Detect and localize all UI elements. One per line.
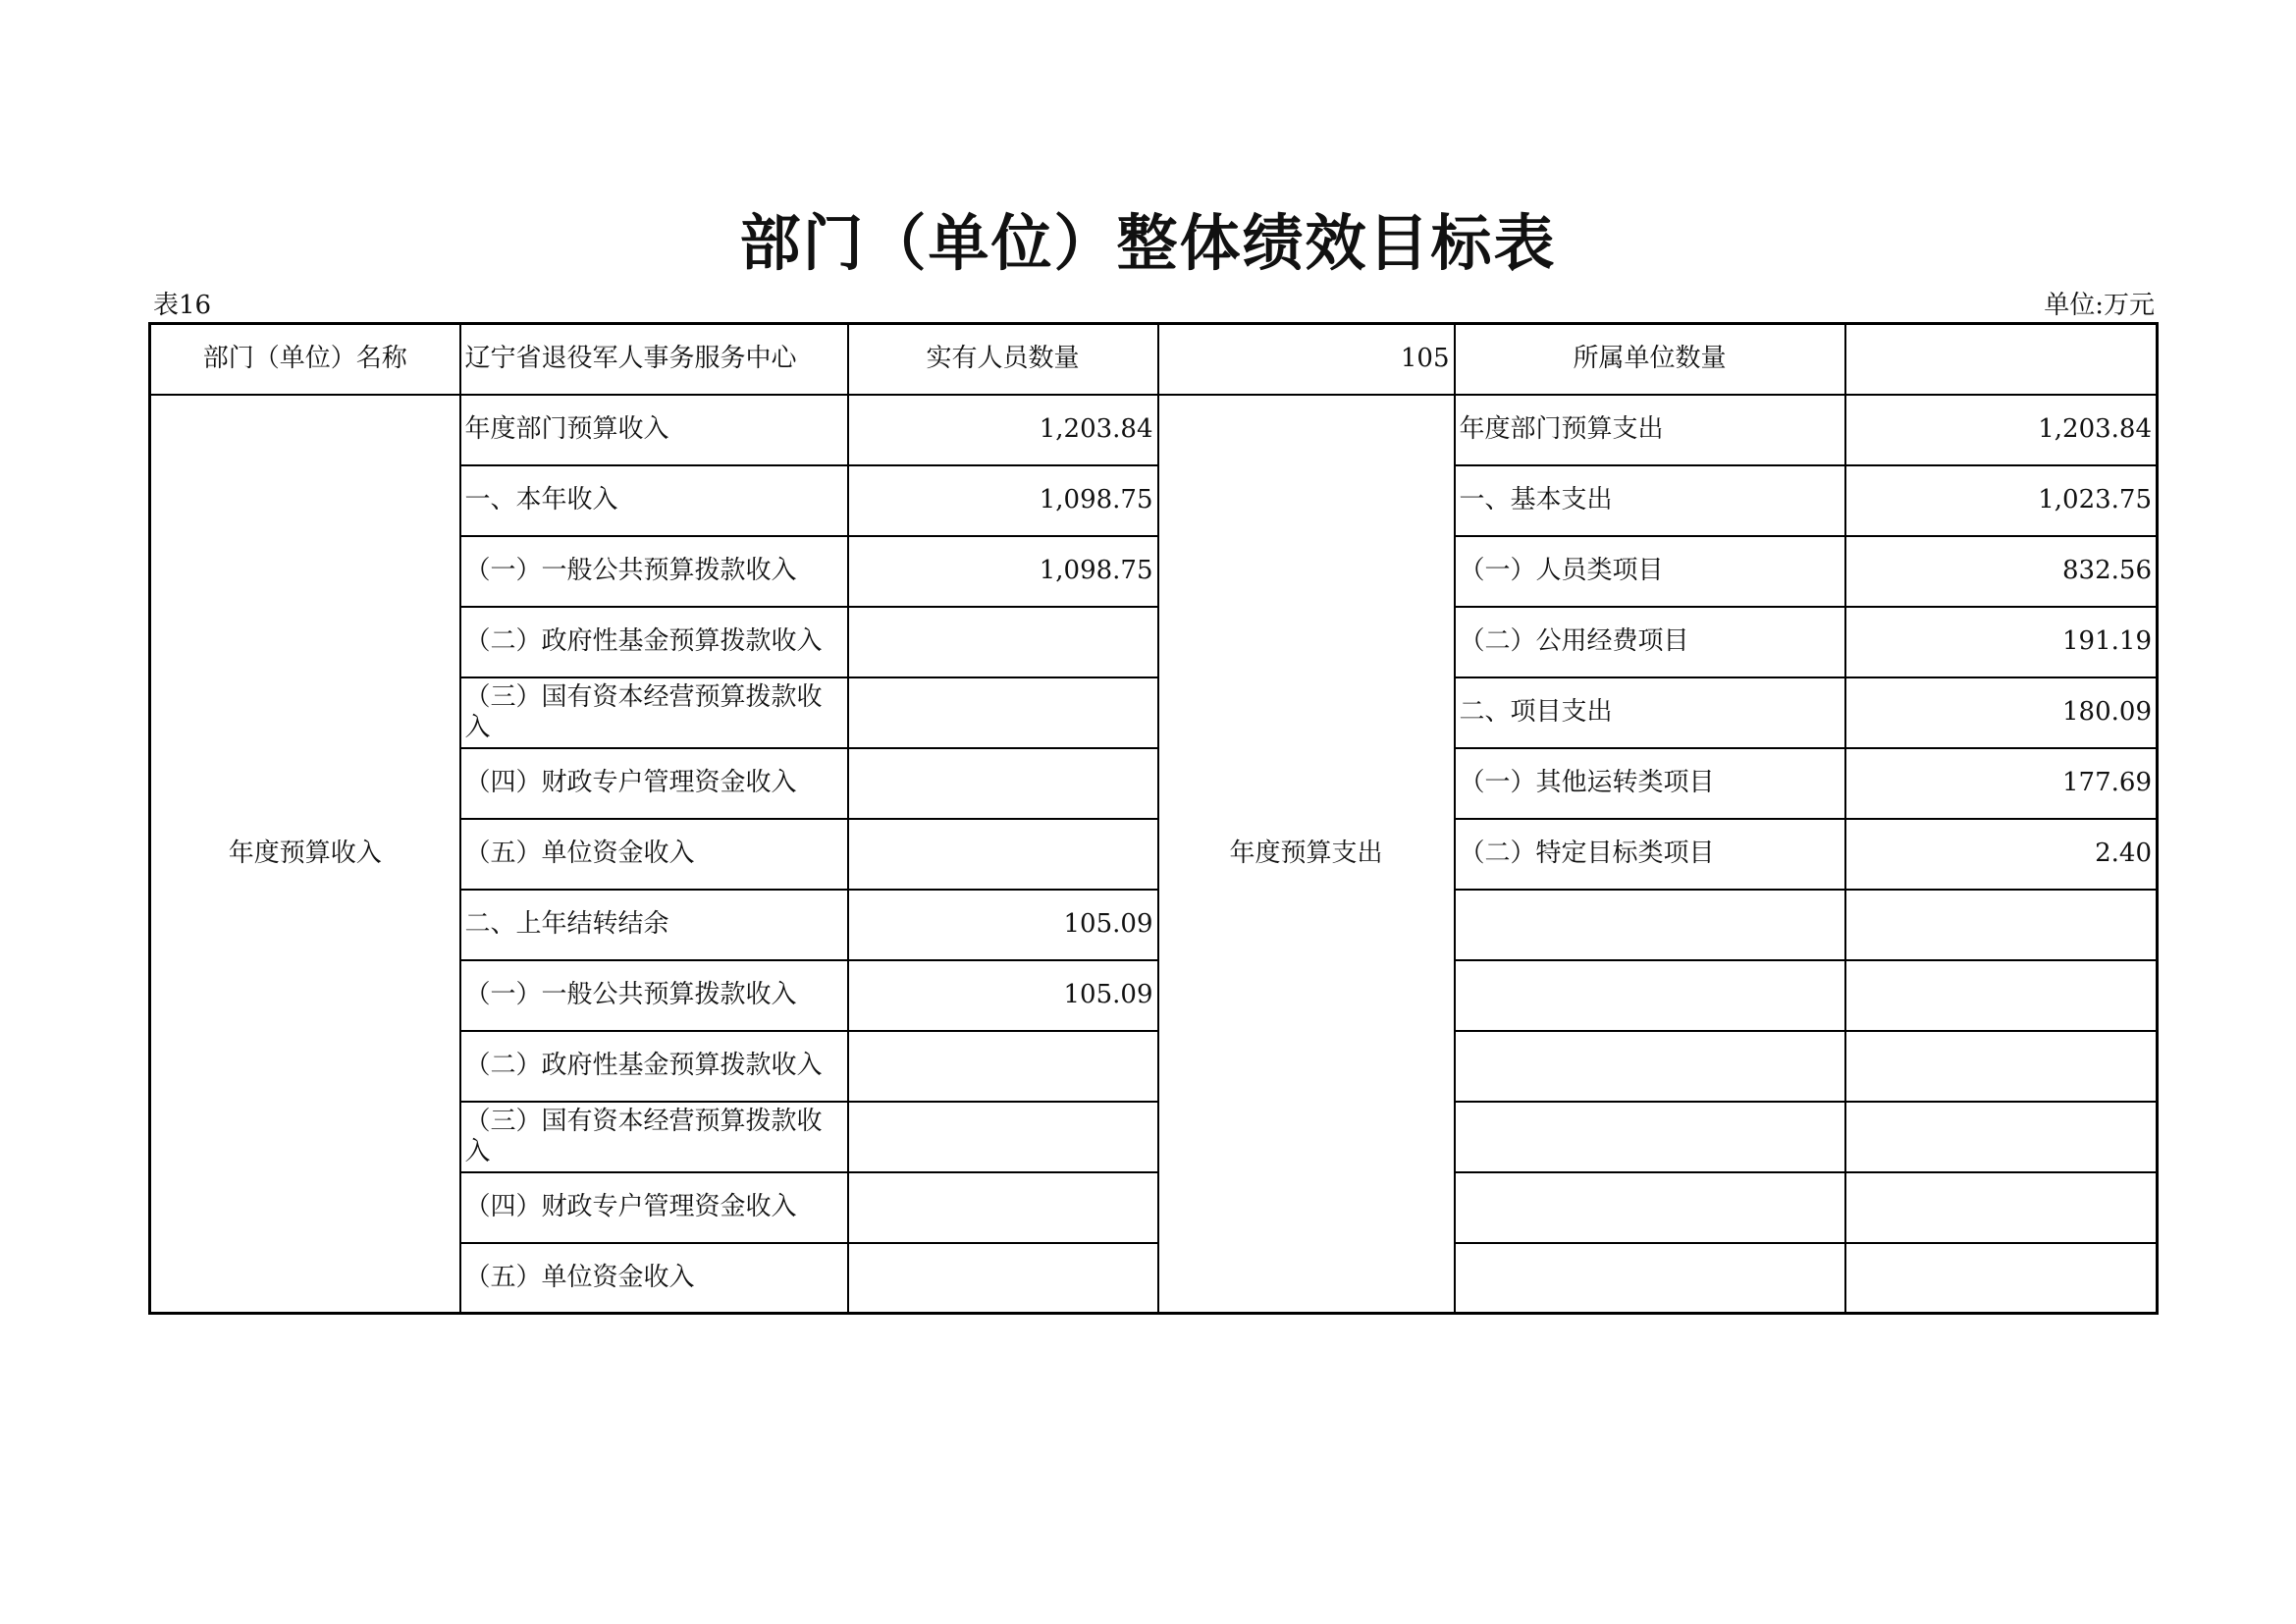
income-item-label: 一、本年收入 [460, 465, 848, 536]
dept-name-label: 部门（单位）名称 [150, 324, 460, 395]
income-item-label: （二）政府性基金预算拨款收入 [460, 1031, 848, 1102]
income-item-label: （三）国有资本经营预算拨款收入 [460, 677, 848, 748]
income-item-value: 1,203.84 [848, 395, 1158, 465]
income-item-value [848, 1172, 1158, 1243]
expense-item-label: （二）特定目标类项目 [1455, 819, 1845, 890]
expense-item-label: 二、项目支出 [1455, 677, 1845, 748]
expense-item-value: 180.09 [1845, 677, 2158, 748]
expense-item-label [1455, 960, 1845, 1031]
income-item-value: 105.09 [848, 890, 1158, 960]
expense-item-label [1455, 1243, 1845, 1314]
income-item-value [848, 819, 1158, 890]
expense-item-label [1455, 1172, 1845, 1243]
performance-target-table [148, 322, 2159, 1315]
expense-item-label: 一、基本支出 [1455, 465, 1845, 536]
expense-item-label: （二）公用经费项目 [1455, 607, 1845, 677]
income-item-value: 105.09 [848, 960, 1158, 1031]
income-item-value [848, 677, 1158, 748]
table-number: 表16 [153, 291, 212, 320]
income-item-value: 1,098.75 [848, 536, 1158, 607]
expense-item-label: （一）人员类项目 [1455, 536, 1845, 607]
expense-item-value: 2.40 [1845, 819, 2158, 890]
staff-count-value: 105 [1158, 324, 1455, 395]
expense-item-label [1455, 1102, 1845, 1172]
expense-item-value: 1,023.75 [1845, 465, 2158, 536]
expense-item-label [1455, 890, 1845, 960]
income-item-value [848, 1031, 1158, 1102]
income-item-label: 年度部门预算收入 [460, 395, 848, 465]
header-row [150, 324, 2158, 395]
income-item-label: （四）财政专户管理资金收入 [460, 1172, 848, 1243]
expense-item-value [1845, 1172, 2158, 1243]
income-item-label: 二、上年结转结余 [460, 890, 848, 960]
income-item-label: （五）单位资金收入 [460, 1243, 848, 1314]
dept-name-value: 辽宁省退役军人事务服务中心 [460, 324, 848, 395]
expense-item-value: 832.56 [1845, 536, 2158, 607]
income-item-value [848, 748, 1158, 819]
income-item-label: （二）政府性基金预算拨款收入 [460, 607, 848, 677]
expense-item-value [1845, 1102, 2158, 1172]
income-item-label: （三）国有资本经营预算拨款收入 [460, 1102, 848, 1172]
staff-count-label: 实有人员数量 [848, 324, 1158, 395]
expense-group-label: 年度预算支出 [1158, 395, 1455, 1314]
income-group-label: 年度预算收入 [150, 395, 460, 1314]
income-item-value [848, 607, 1158, 677]
income-item-value [848, 1243, 1158, 1314]
expense-item-value: 177.69 [1845, 748, 2158, 819]
expense-item-label: 年度部门预算支出 [1455, 395, 1845, 465]
income-item-label: （四）财政专户管理资金收入 [460, 748, 848, 819]
expense-item-value [1845, 960, 2158, 1031]
income-item-value: 1,098.75 [848, 465, 1158, 536]
income-item-label: （一）一般公共预算拨款收入 [460, 960, 848, 1031]
page-title: 部门（单位）整体绩效目标表 [739, 207, 1557, 279]
expense-item-value [1845, 890, 2158, 960]
expense-item-value: 191.19 [1845, 607, 2158, 677]
sub-units-value [1845, 324, 2158, 395]
income-item-label: （一）一般公共预算拨款收入 [460, 536, 848, 607]
expense-item-label: （一）其他运转类项目 [1455, 748, 1845, 819]
unit-label: 单位:万元 [2044, 291, 2155, 320]
income-item-value [848, 1102, 1158, 1172]
expense-item-value [1845, 1031, 2158, 1102]
expense-item-value: 1,203.84 [1845, 395, 2158, 465]
expense-item-label [1455, 1031, 1845, 1102]
income-item-label: （五）单位资金收入 [460, 819, 848, 890]
sub-units-label: 所属单位数量 [1455, 324, 1845, 395]
table-row [150, 395, 2158, 465]
expense-item-value [1845, 1243, 2158, 1314]
